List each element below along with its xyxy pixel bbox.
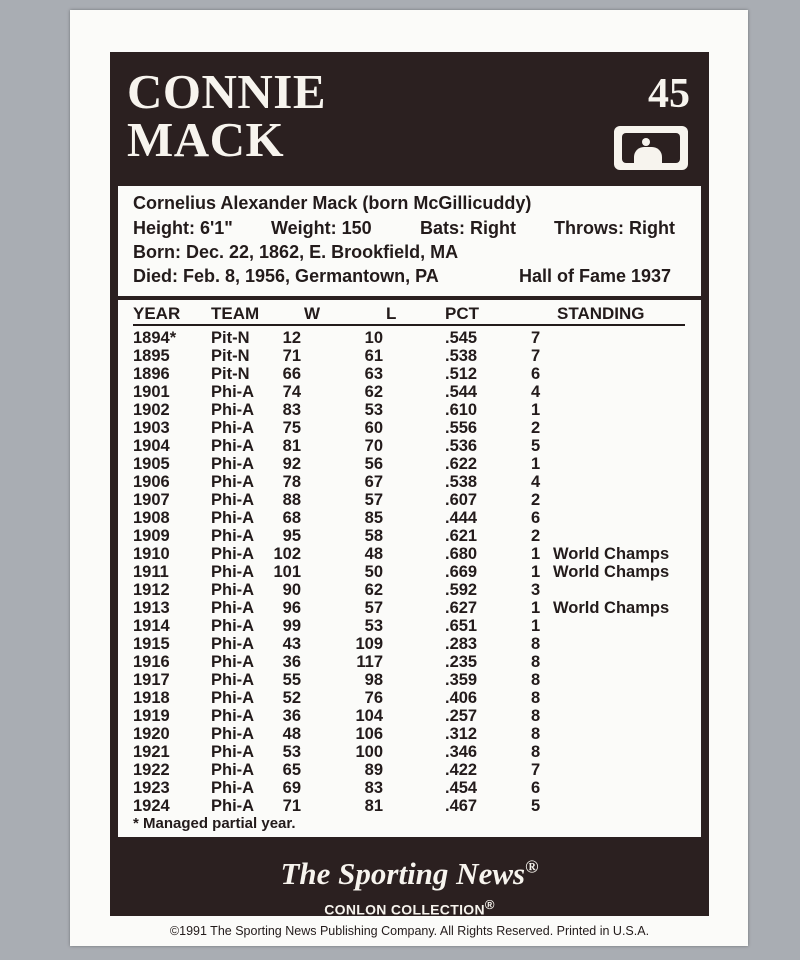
row-note: World Champs: [553, 563, 670, 581]
row-losses: 57: [364, 599, 383, 617]
row-losses: 53: [364, 617, 383, 635]
table-row: [118, 599, 701, 617]
bio-full-name: Cornelius Alexander Mack (born McGillicuddy): [133, 193, 532, 213]
row-standing: 4: [531, 383, 541, 401]
row-wins: 92: [282, 455, 301, 473]
row-pct: .257: [445, 707, 478, 725]
collection-registered-mark: ®: [484, 897, 495, 912]
row-note: World Champs: [553, 599, 670, 617]
row-losses: 58: [364, 527, 383, 545]
row-year: 1910: [133, 545, 170, 563]
row-losses: 89: [364, 761, 383, 779]
row-pct: .444: [445, 509, 478, 527]
row-year: 1905: [133, 455, 170, 473]
row-standing: 2: [531, 491, 541, 509]
row-pct: .406: [445, 689, 478, 707]
row-team: Phi-A: [211, 509, 255, 527]
row-standing: 6: [531, 509, 541, 527]
table-row: [118, 527, 701, 545]
row-standing: 4: [531, 473, 541, 491]
copyright: ©1991 The Sporting News Publishing Company. All Rights Reserved. Printed in U.S.A.: [169, 924, 650, 938]
row-year: 1919: [133, 707, 170, 725]
row-year: 1896: [133, 365, 170, 383]
table-row: [118, 671, 701, 689]
row-wins: 78: [282, 473, 301, 491]
table-row: [118, 653, 701, 671]
row-team: Phi-A: [211, 635, 255, 653]
row-losses: 50: [364, 563, 383, 581]
row-standing: 8: [531, 653, 541, 671]
table-row: [118, 383, 701, 401]
row-team: Phi-A: [211, 671, 255, 689]
row-team: Phi-A: [211, 743, 255, 761]
row-wins: 69: [282, 779, 301, 797]
row-year: 1908: [133, 509, 170, 527]
row-losses: 109: [355, 635, 383, 653]
row-pct: .622: [445, 455, 478, 473]
row-losses: 48: [364, 545, 383, 563]
table-row: [118, 401, 701, 419]
row-team: Pit-N: [211, 329, 250, 347]
table-row: [118, 581, 701, 599]
row-standing: 1: [531, 599, 541, 617]
row-team: Phi-A: [211, 545, 255, 563]
row-team: Pit-N: [211, 347, 250, 365]
row-team: Phi-A: [211, 491, 255, 509]
row-pct: .545: [445, 329, 478, 347]
row-team: Pit-N: [211, 365, 250, 383]
row-note: World Champs: [553, 545, 670, 563]
row-year: 1917: [133, 671, 170, 689]
row-pct: .610: [445, 401, 478, 419]
row-pct: .621: [445, 527, 478, 545]
row-pct: .346: [445, 743, 478, 761]
table-row: [118, 437, 701, 455]
row-standing: 2: [531, 419, 541, 437]
row-standing: 5: [531, 437, 541, 455]
row-team: Phi-A: [211, 725, 255, 743]
row-wins: 74: [282, 383, 301, 401]
row-year: 1906: [133, 473, 170, 491]
row-wins: 95: [282, 527, 301, 545]
row-pct: .680: [445, 545, 478, 563]
bio-weight: Weight: 150: [271, 218, 372, 238]
player-last-name: MACK: [127, 112, 285, 167]
row-standing: 7: [531, 347, 541, 365]
row-pct: .454: [445, 779, 478, 797]
row-wins: 99: [282, 617, 301, 635]
row-team: Phi-A: [211, 689, 255, 707]
row-standing: 6: [531, 365, 541, 383]
row-losses: 62: [364, 383, 383, 401]
table-row: [118, 419, 701, 437]
bio-hall-of-fame: Hall of Fame 1937: [519, 266, 672, 286]
row-pct: .627: [445, 599, 478, 617]
row-wins: 36: [282, 653, 301, 671]
row-wins: 43: [282, 635, 301, 653]
table-row: [118, 635, 701, 653]
row-year: 1923: [133, 779, 170, 797]
row-pct: .422: [445, 761, 478, 779]
row-losses: 53: [364, 401, 383, 419]
row-losses: 100: [355, 743, 383, 761]
row-pct: .592: [445, 581, 478, 599]
row-standing: 6: [531, 779, 541, 797]
table-row: [118, 689, 701, 707]
row-wins: 102: [273, 545, 301, 563]
row-pct: .283: [445, 635, 478, 653]
row-team: Phi-A: [211, 761, 255, 779]
card-number: 45: [648, 71, 690, 117]
row-team: Phi-A: [211, 707, 255, 725]
table-row: [118, 743, 701, 761]
row-wins: 71: [282, 347, 301, 365]
row-team: Phi-A: [211, 653, 255, 671]
row-standing: 1: [531, 617, 541, 635]
row-team: Phi-A: [211, 797, 255, 815]
row-losses: 61: [364, 347, 383, 365]
row-pct: .651: [445, 617, 478, 635]
row-wins: 75: [282, 419, 301, 437]
row-standing: 1: [531, 401, 541, 419]
row-standing: 8: [531, 671, 541, 689]
table-row: [118, 563, 701, 581]
row-year: 1922: [133, 761, 170, 779]
row-standing: 1: [531, 545, 541, 563]
row-wins: 55: [282, 671, 301, 689]
table-row: [118, 707, 701, 725]
row-pct: .538: [445, 473, 478, 491]
row-year: 1911: [133, 563, 169, 581]
mlb-logo-icon: [614, 126, 688, 170]
row-pct: .607: [445, 491, 478, 509]
bio-died-row: [133, 266, 688, 288]
row-team: Phi-A: [211, 617, 255, 635]
header-w: W: [304, 304, 321, 323]
table-row: [118, 455, 701, 473]
row-pct: .669: [445, 563, 478, 581]
stats-table: [118, 300, 701, 837]
row-wins: 83: [282, 401, 301, 419]
row-wins: 65: [282, 761, 301, 779]
bio-bats: Bats: Right: [420, 218, 516, 238]
row-year: 1918: [133, 689, 170, 707]
row-pct: .359: [445, 671, 478, 689]
row-year: 1901: [133, 383, 170, 401]
row-losses: 10: [364, 329, 383, 347]
row-standing: 7: [531, 329, 541, 347]
header-pct: PCT: [445, 304, 479, 323]
row-team: Phi-A: [211, 599, 255, 617]
bio-physical: [133, 218, 688, 240]
row-team: Phi-A: [211, 581, 255, 599]
row-standing: 8: [531, 635, 541, 653]
row-standing: 1: [531, 563, 541, 581]
row-losses: 104: [355, 707, 383, 725]
row-team: Phi-A: [211, 779, 255, 797]
row-losses: 117: [356, 653, 383, 671]
bio-height: Height: 6'1": [133, 218, 233, 238]
row-wins: 12: [282, 329, 301, 347]
row-year: 1894*: [133, 329, 177, 347]
bio-died: Died: Feb. 8, 1956, Germantown, PA: [133, 266, 439, 286]
header-l: L: [386, 304, 397, 323]
header-year: YEAR: [133, 304, 181, 323]
player-name: [127, 64, 327, 167]
table-row: [118, 545, 701, 563]
row-team: Phi-A: [211, 455, 255, 473]
bio-born: Born: Dec. 22, 1862, E. Brookfield, MA: [133, 242, 459, 262]
row-wins: 66: [282, 365, 301, 383]
row-team: Phi-A: [211, 401, 255, 419]
row-wins: 96: [282, 599, 301, 617]
row-standing: 2: [531, 527, 541, 545]
row-pct: .538: [445, 347, 478, 365]
row-wins: 68: [282, 509, 301, 527]
bio-panel: [118, 186, 701, 296]
row-losses: 60: [364, 419, 383, 437]
row-team: Phi-A: [211, 383, 255, 401]
brand-name: The Sporting News: [280, 856, 526, 891]
row-wins: 48: [282, 725, 301, 743]
row-losses: 57: [364, 491, 383, 509]
row-team: Phi-A: [211, 527, 255, 545]
table-row: [118, 617, 701, 635]
row-pct: .312: [445, 725, 478, 743]
table-row: [118, 725, 701, 743]
row-wins: 53: [282, 743, 301, 761]
row-standing: 5: [531, 797, 541, 815]
row-year: 1915: [133, 635, 170, 653]
row-pct: .512: [445, 365, 478, 383]
row-wins: 101: [273, 563, 301, 581]
table-row: [118, 365, 701, 383]
brand-registered-mark: ®: [525, 856, 539, 877]
row-standing: 8: [531, 743, 541, 761]
row-standing: 1: [531, 455, 541, 473]
row-standing: 8: [531, 725, 541, 743]
row-team: Phi-A: [211, 473, 255, 491]
row-losses: 83: [364, 779, 383, 797]
row-standing: 3: [531, 581, 541, 599]
table-row: [118, 347, 701, 365]
row-losses: 56: [364, 455, 383, 473]
row-pct: .544: [445, 383, 478, 401]
row-year: 1909: [133, 527, 170, 545]
player-first-name: CONNIE: [127, 64, 327, 119]
row-losses: 63: [364, 365, 383, 383]
table-row: [118, 491, 701, 509]
row-year: 1914: [133, 617, 170, 635]
row-year: 1903: [133, 419, 170, 437]
header-standing: STANDING: [557, 304, 645, 323]
row-year: 1902: [133, 401, 170, 419]
collection-title: [110, 897, 709, 918]
table-row: [118, 509, 701, 527]
brand-title: [110, 856, 709, 892]
table-row: [118, 329, 701, 347]
row-losses: 62: [364, 581, 383, 599]
row-wins: 52: [282, 689, 301, 707]
footnote: * Managed partial year.: [133, 815, 296, 832]
row-losses: 85: [364, 509, 383, 527]
collection-name: CONLON COLLECTION: [324, 901, 485, 918]
row-pct: .556: [445, 419, 478, 437]
row-year: 1913: [133, 599, 170, 617]
row-year: 1912: [133, 581, 170, 599]
row-losses: 106: [355, 725, 383, 743]
row-wins: 88: [282, 491, 301, 509]
bio-throws: Throws: Right: [554, 218, 675, 238]
row-team: Phi-A: [211, 437, 255, 455]
row-year: 1924: [133, 797, 170, 815]
row-wins: 90: [282, 581, 301, 599]
table-row: [118, 761, 701, 779]
row-year: 1921: [133, 743, 170, 761]
row-losses: 67: [364, 473, 383, 491]
row-losses: 76: [364, 689, 383, 707]
row-pct: .536: [445, 437, 478, 455]
row-wins: 81: [282, 437, 301, 455]
row-standing: 8: [531, 689, 541, 707]
row-team: Phi-A: [211, 563, 255, 581]
table-row: [118, 473, 701, 491]
row-pct: .235: [445, 653, 478, 671]
row-year: 1895: [133, 347, 170, 365]
row-team: Phi-A: [211, 419, 255, 437]
row-standing: 7: [531, 761, 541, 779]
row-year: 1904: [133, 437, 170, 455]
header-rule: [133, 324, 685, 326]
row-losses: 70: [364, 437, 383, 455]
row-year: 1920: [133, 725, 170, 743]
row-losses: 98: [364, 671, 383, 689]
row-wins: 71: [282, 797, 301, 815]
row-wins: 36: [282, 707, 301, 725]
row-pct: .467: [445, 797, 478, 815]
row-losses: 81: [364, 797, 383, 815]
row-year: 1907: [133, 491, 170, 509]
row-standing: 8: [531, 707, 541, 725]
header-team: TEAM: [211, 304, 260, 323]
row-year: 1916: [133, 653, 170, 671]
table-row: [118, 797, 701, 815]
table-row: [118, 779, 701, 797]
